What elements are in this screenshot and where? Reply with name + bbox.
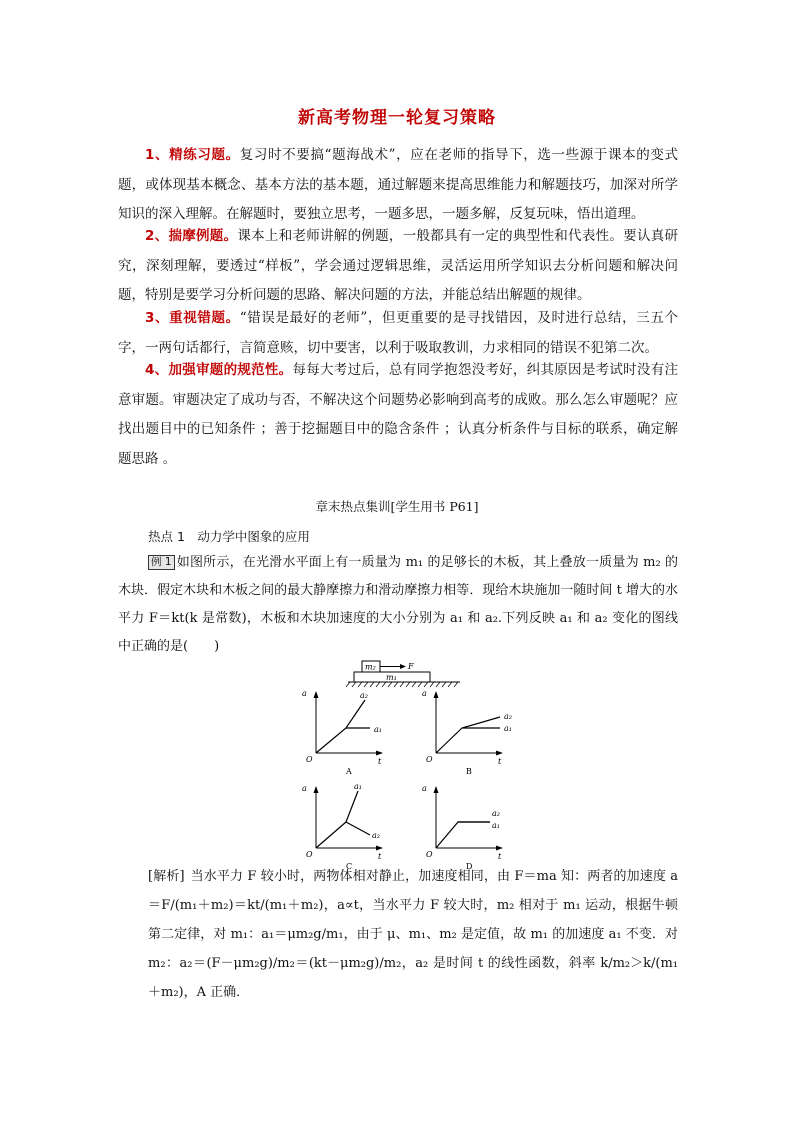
graph-a-y-label: a [302,689,307,698]
strategy-lead-1: 1、精练习题。 [145,147,240,163]
strategy-lead-2: 2、揣摩例题。 [145,228,238,244]
strategy-paragraph-1 [118,141,678,230]
graph-d-label-a1: a₁ [492,821,500,830]
graph-c-line-a2 [346,822,370,835]
graph-d-caption: D [466,862,473,871]
graph-c-line-a1 [316,791,358,848]
block-board-diagram [346,661,460,687]
problem-figure [290,656,530,876]
graph-a-label-a2: a₂ [360,691,368,700]
graph-a-label-a1: a₁ [374,725,382,734]
analysis-label: [解析] [148,869,185,884]
graph-b-label-a2: a₂ [504,712,512,721]
graph-d [422,784,503,871]
graph-d-label-a2: a₂ [492,809,500,818]
strategy-lead-4: 4、加强审题的规范性。 [145,362,293,378]
graph-a-x-label: t [378,757,382,766]
graph-b-y-label: a [422,689,427,698]
label-m1: m₁ [386,673,397,682]
document-title: 新高考物理一轮复习策略 [298,108,496,128]
strategy-paragraph-4 [118,356,678,474]
chapter-heading: 章末热点集训[学生用书 P61] [315,499,479,514]
graph-c-origin: O [306,850,313,859]
graph-d-y-label: a [422,784,427,793]
graph-c-caption: C [346,862,353,871]
analysis-text: 当水平力 F 较小时，两物体相对静止，加速度相同，由 F＝ma 知：两者的加速度 a＝F/(m₁＋m₂)＝kt/(m₁＋m₂)，a∝t，当水平力 F 较大时，m₂ 相对于 m₁ 运动，根据牛顿第二定律，对 m₁：a₁＝μm₂g/m₁，由于 μ、m₁、m₂ 是定值，故 m₁ 的加速度 a₁ 不变．对 m₂：a₂＝(F－μm₂g)/m₂＝(kt－μm₂g)/m₂，a₂ 是时间 t 的线性函数，斜率 k/m₂＞k/(m₁＋m₂)，A 正确． [148,869,678,1000]
example-problem [118,549,678,661]
graph-d-line-a1 [436,822,490,848]
graph-c [302,782,383,871]
graph-a-caption: A [346,767,352,776]
graph-c-x-label: t [378,852,382,861]
strategy-text-2: 课本上和老师讲解的例题，一般都具有一定的典型性和代表性。要认真研究，深刻理解，要透过“样板”，学会通过逻辑思维，灵活运用所学知识去分析问题和解决问题，特别是要学习分析问题的思路、解决问题的方法，并能总结出解题的规律。 [118,228,679,303]
strategy-text-4: 每每大考过后，总有同学抱怨没考好，纠其原因是考试时没有注意审题。审题决定了成功与否，不解决这个问题势必影响到高考的成败。那么怎么审题呢？应找出题目中的已知条件 ；善于挖掘题目中的隐含条件 ；认真分析条件与目标的联系，确定解题思路 。 [118,362,678,467]
graph-a-origin: O [306,755,313,764]
strategy-text-3: “错误是最好的老师”，但更重要的是寻找错因，及时进行总结，三五个字，一两句话都行，言简意赅，切中要害，以利于吸取教训，力求相同的错误不犯第二次。 [118,310,678,356]
graph-a-line-a2 [316,700,365,753]
graph-c-label-a2: a₂ [372,831,380,840]
analysis-paragraph [148,862,678,1007]
graph-c-y-label: a [302,784,307,793]
graph-b-label-a1: a₁ [504,724,512,733]
graph-b [422,689,512,776]
label-force: F [408,662,414,671]
graph-c-label-a1: a₁ [354,782,362,791]
graph-a [302,689,383,776]
strategy-lead-3: 3、重视错题。 [145,310,240,326]
hotspot-heading: 热点 1 动力学中图象的应用 [148,529,310,544]
graph-b-origin: O [426,755,433,764]
example-badge: 例 1 [148,555,175,570]
strategy-paragraph-3 [118,304,678,363]
example-text: 如图所示，在光滑水平面上有一质量为 m₁ 的足够长的木板，其上叠放一质量为 m₂ 的木块．假定木块和木板之间的最大静摩擦力和滑动摩擦力相等．现给木块施加一随时间 t 增大的水平力 F＝kt(k 是常数)，木板和木块加速度的大小分别为 a₁ 和 a₂.下列反映 a₁ 和 a₂ 变化的图线中正确的是( ) [118,555,678,654]
graph-d-x-label: t [498,852,502,861]
graph-b-x-label: t [498,757,502,766]
strategy-text-1: 复习时不要搞“题海战术”，应在老师的指导下，选一些源于课本的变式题，或体现基本概念、基本方法的基本题，通过解题来提高思维能力和解题技巧，加深对所学知识的深入理解。在解题时，要独立思考，一题多思，一题多解，反复玩味，悟出道理。 [118,147,678,222]
graph-d-origin: O [426,850,433,859]
strategy-paragraph-2 [118,222,678,311]
label-m2: m₂ [365,662,376,672]
graph-b-line-a2 [436,717,500,753]
graph-b-caption: B [466,767,472,776]
